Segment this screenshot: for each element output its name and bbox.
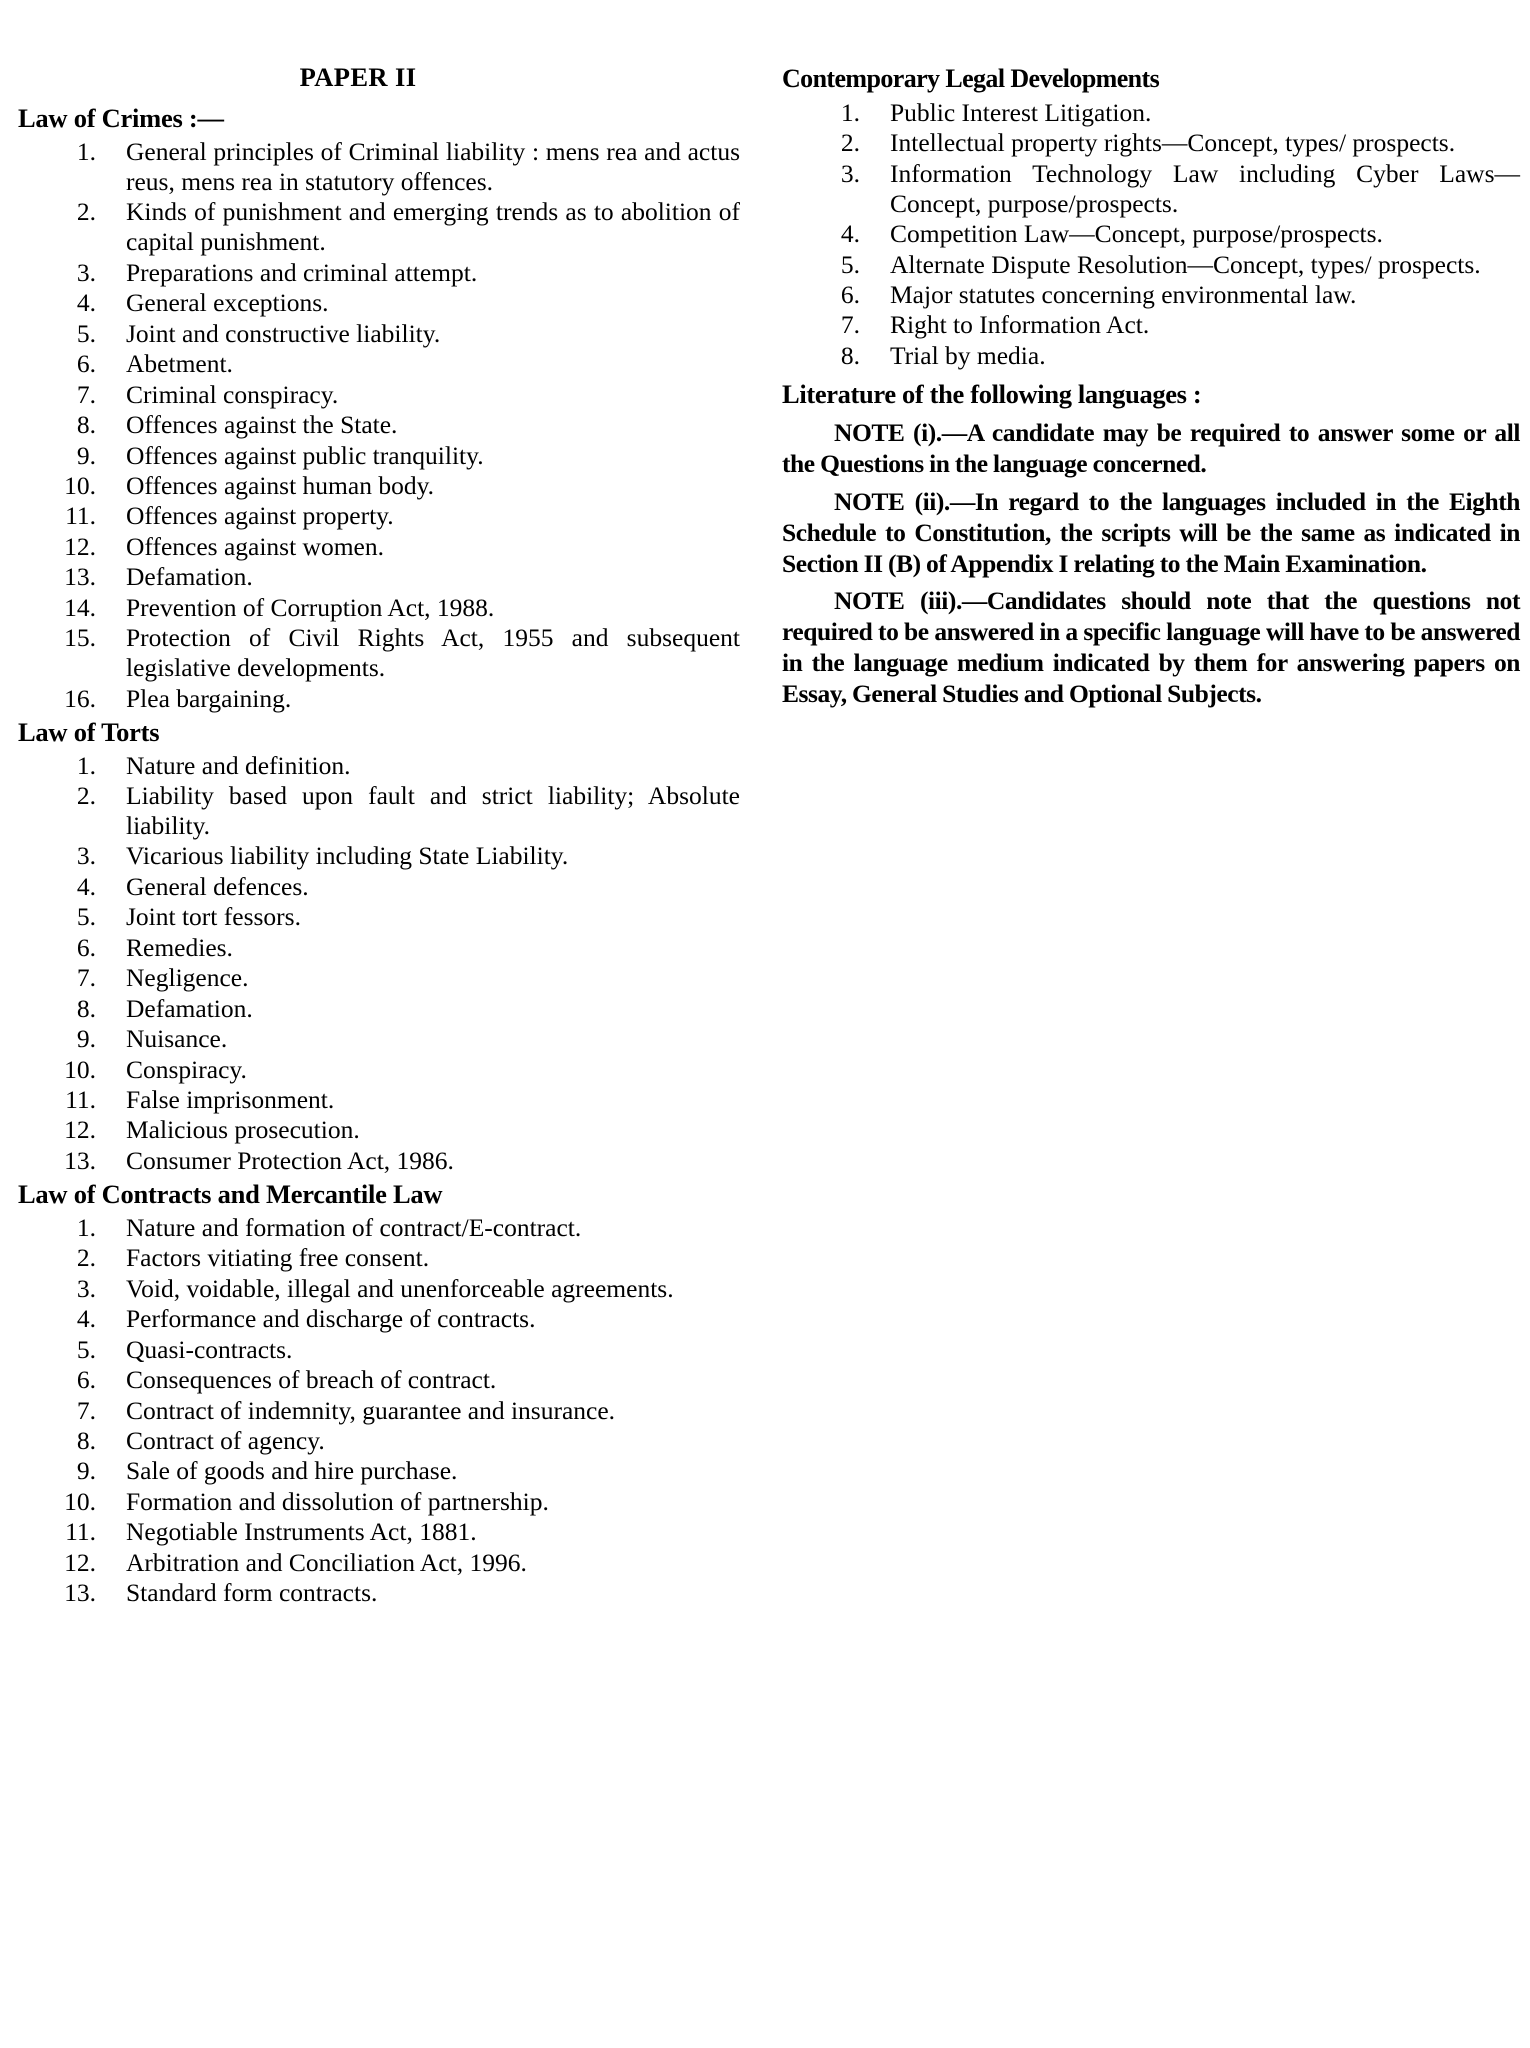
list-item bbox=[18, 349, 740, 379]
note-paragraph bbox=[782, 417, 1520, 479]
list-item-label: Consequences of breach of contract. bbox=[126, 1365, 497, 1395]
note-label: NOTE (iii).— bbox=[834, 585, 987, 615]
list-item bbox=[18, 562, 740, 592]
list-item-label: Joint and constructive liability. bbox=[126, 318, 441, 348]
list-item-label: Formation and dissolution of partnership. bbox=[126, 1486, 549, 1516]
list-item-label: Right to Information Act. bbox=[890, 310, 1150, 340]
note-text: A candidate may be required to answer some or all the Questions in the language concerned. bbox=[782, 418, 1520, 479]
list-item-number: 12. bbox=[64, 1115, 96, 1145]
list-item-number: 10. bbox=[64, 1486, 96, 1516]
list-item bbox=[18, 288, 740, 318]
list-item-label: General exceptions. bbox=[126, 288, 329, 318]
section-item-list bbox=[18, 1213, 740, 1608]
list-item-label: Performance and discharge of contracts. bbox=[126, 1304, 536, 1334]
list-item bbox=[18, 593, 740, 623]
list-item bbox=[782, 280, 1520, 310]
list-item-label: Offences against the State. bbox=[126, 410, 398, 440]
list-item-label: Contract of indemnity, guarantee and insurance. bbox=[126, 1395, 616, 1425]
list-item-number: 7. bbox=[76, 379, 96, 409]
list-item-label: Nature and formation of contract/E-contract. bbox=[126, 1212, 582, 1242]
list-item-number: 5. bbox=[76, 902, 96, 932]
list-item-number: 2. bbox=[76, 1243, 96, 1273]
list-item bbox=[18, 1243, 740, 1273]
list-item bbox=[18, 1055, 740, 1085]
list-item-number: 2. bbox=[840, 128, 860, 158]
list-item-number: 1. bbox=[76, 1212, 96, 1242]
list-item bbox=[18, 1085, 740, 1115]
list-item-number: 13. bbox=[64, 562, 96, 592]
list-item bbox=[18, 441, 740, 471]
list-item-number: 10. bbox=[64, 1054, 96, 1084]
list-item-label: Standard form contracts. bbox=[126, 1578, 378, 1608]
section-heading-literature-of-languages: Literature of the following languages : bbox=[782, 378, 1202, 409]
list-item-label: Major statutes concerning environmental law. bbox=[890, 280, 1357, 310]
list-item-number: 11. bbox=[65, 1085, 96, 1115]
list-item bbox=[18, 963, 740, 993]
list-item-number: 8. bbox=[76, 1426, 96, 1456]
note-text: Candidates should note that the questions not required to be answered in a specific language will have to be answered in the language medium indicated by them for answering papers on Essay, General Studies and Optional Subjects. bbox=[782, 585, 1520, 709]
list-item bbox=[18, 532, 740, 562]
note-text: In regard to the languages included in the Eighth Schedule to Constitution, the scripts will be the same as indicated in Section II (B) of Appendix I relating to the Main Examination. bbox=[782, 486, 1520, 578]
list-item-label: Abetment. bbox=[126, 349, 233, 379]
list-item-label: Negligence. bbox=[126, 963, 249, 993]
list-item-label: Offences against public tranquility. bbox=[126, 440, 484, 470]
list-item bbox=[18, 751, 740, 781]
list-item-label: Nuisance. bbox=[126, 1024, 228, 1054]
list-item-label: Conspiracy. bbox=[126, 1054, 247, 1084]
list-item bbox=[18, 1146, 740, 1176]
list-item bbox=[18, 1426, 740, 1456]
list-item bbox=[18, 1456, 740, 1486]
list-item bbox=[18, 1274, 740, 1304]
list-item bbox=[18, 410, 740, 440]
list-item-number: 5. bbox=[76, 1334, 96, 1364]
list-item-label: Remedies. bbox=[126, 932, 233, 962]
list-item-number: 4. bbox=[76, 1304, 96, 1334]
list-item-number: 6. bbox=[76, 1365, 96, 1395]
list-item-number: 8. bbox=[76, 410, 96, 440]
list-item bbox=[18, 197, 740, 257]
list-item bbox=[782, 159, 1520, 219]
section-item-list bbox=[18, 751, 740, 1176]
list-item-number: 1. bbox=[76, 136, 96, 166]
list-item-label: Intellectual property rights—Concept, types/ prospects. bbox=[890, 128, 1456, 158]
left-sections-container bbox=[18, 101, 740, 1608]
list-item-label: Quasi-contracts. bbox=[126, 1334, 293, 1364]
list-item-label: Offences against property. bbox=[126, 501, 394, 531]
list-item-number: 5. bbox=[76, 318, 96, 348]
list-item-label: Trial by media. bbox=[890, 340, 1046, 370]
list-item-number: 7. bbox=[840, 310, 860, 340]
list-item-number: 7. bbox=[76, 1395, 96, 1425]
list-item-number: 14. bbox=[64, 592, 96, 622]
list-item bbox=[18, 258, 740, 288]
list-item-number: 2. bbox=[76, 197, 96, 227]
list-item bbox=[782, 128, 1520, 158]
list-item-label: Criminal conspiracy. bbox=[126, 379, 339, 409]
list-item bbox=[18, 1548, 740, 1578]
list-item bbox=[18, 1213, 740, 1243]
list-item bbox=[18, 841, 740, 871]
list-item-label: Joint tort fessors. bbox=[126, 902, 301, 932]
list-item-label: Defamation. bbox=[126, 993, 253, 1023]
list-item-number: 10. bbox=[64, 470, 96, 500]
section-heading: Law of Crimes :— bbox=[18, 103, 224, 133]
list-item bbox=[18, 1517, 740, 1547]
list-item-number: 9. bbox=[76, 1456, 96, 1486]
list-item-label: Plea bargaining. bbox=[126, 683, 292, 713]
list-item-number: 12. bbox=[64, 531, 96, 561]
list-item-number: 4. bbox=[840, 219, 860, 249]
list-item-label: General defences. bbox=[126, 871, 309, 901]
list-item bbox=[18, 1335, 740, 1365]
list-item-label: Protection of Civil Rights Act, 1955 and subsequent legislative developments. bbox=[126, 623, 740, 683]
list-item-label: Consumer Protection Act, 1986. bbox=[126, 1145, 454, 1175]
list-item-label: Nature and definition. bbox=[126, 750, 351, 780]
list-item-number: 9. bbox=[76, 440, 96, 470]
list-item-label: Offences against human body. bbox=[126, 470, 435, 500]
list-item-label: Factors vitiating free consent. bbox=[126, 1243, 430, 1273]
list-item bbox=[18, 1024, 740, 1054]
list-item-label: Offences against women. bbox=[126, 531, 384, 561]
list-item-label: Prevention of Corruption Act, 1988. bbox=[126, 592, 495, 622]
list-item-label: Preparations and criminal attempt. bbox=[126, 257, 478, 287]
list-item bbox=[18, 1365, 740, 1395]
list-item-number: 13. bbox=[64, 1145, 96, 1175]
list-item-number: 6. bbox=[840, 280, 860, 310]
list-item-label: Contract of agency. bbox=[126, 1426, 325, 1456]
list-item-number: 13. bbox=[64, 1578, 96, 1608]
list-item-number: 1. bbox=[840, 97, 860, 127]
list-item-number: 11. bbox=[65, 501, 96, 531]
list-item bbox=[18, 781, 740, 841]
list-item-number: 4. bbox=[76, 288, 96, 318]
list-item-label: Arbitration and Conciliation Act, 1996. bbox=[126, 1547, 527, 1577]
list-item-number: 16. bbox=[64, 683, 96, 713]
list-item-label: Vicarious liability including State Liability. bbox=[126, 841, 569, 871]
list-item-label: Void, voidable, illegal and unenforceable agreements. bbox=[126, 1273, 674, 1303]
list-item bbox=[18, 994, 740, 1024]
list-item bbox=[18, 1396, 740, 1426]
list-item-label: Sale of goods and hire purchase. bbox=[126, 1456, 458, 1486]
list-item-number: 3. bbox=[76, 841, 96, 871]
page-title: PAPER II bbox=[299, 62, 417, 92]
contemporary-legal-developments-list bbox=[782, 98, 1520, 371]
list-item-number: 4. bbox=[76, 871, 96, 901]
list-item-number: 15. bbox=[64, 623, 96, 653]
note-label: NOTE (ii).— bbox=[834, 486, 975, 516]
section-heading: Law of Torts bbox=[18, 716, 160, 747]
list-item-number: 1. bbox=[76, 750, 96, 780]
list-item-label: Liability based upon fault and strict liability; Absolute liability. bbox=[126, 781, 740, 840]
list-item bbox=[18, 1578, 740, 1608]
list-item-number: 5. bbox=[840, 249, 860, 279]
list-item bbox=[18, 380, 740, 410]
left-column bbox=[0, 62, 762, 1609]
list-item-number: 11. bbox=[65, 1517, 96, 1547]
list-item-number: 6. bbox=[76, 932, 96, 962]
list-item-label: Kinds of punishment and emerging trends as to abolition of capital punishment. bbox=[126, 197, 740, 257]
list-item bbox=[18, 319, 740, 349]
note-label: NOTE (i).— bbox=[834, 418, 967, 448]
list-item-number: 7. bbox=[76, 963, 96, 993]
section-heading-contemporary-legal-developments: Contemporary Legal Developments bbox=[782, 64, 1160, 93]
list-item-label: Negotiable Instruments Act, 1881. bbox=[126, 1517, 477, 1547]
list-item bbox=[18, 1304, 740, 1334]
right-column bbox=[762, 62, 1530, 709]
list-item-number: 12. bbox=[64, 1547, 96, 1577]
list-item-number: 2. bbox=[76, 781, 96, 810]
list-item-label: Alternate Dispute Resolution—Concept, types/ prospects. bbox=[890, 249, 1481, 279]
list-item bbox=[782, 219, 1520, 249]
note-paragraph bbox=[782, 486, 1520, 579]
list-item bbox=[18, 1487, 740, 1517]
list-item-number: 9. bbox=[76, 1024, 96, 1054]
list-item bbox=[18, 872, 740, 902]
list-item bbox=[782, 341, 1520, 371]
list-item-number: 8. bbox=[76, 993, 96, 1023]
list-item-label: Information Technology Law including Cyber Laws—Concept, purpose/prospects. bbox=[890, 158, 1520, 218]
list-item bbox=[18, 137, 740, 197]
list-item bbox=[782, 98, 1520, 128]
list-item-label: False imprisonment. bbox=[126, 1085, 335, 1115]
list-item-label: General principles of Criminal liability : mens rea and actus reus, mens rea in statutory offences. bbox=[126, 136, 740, 196]
notes-container bbox=[782, 417, 1520, 709]
list-item-number: 3. bbox=[76, 257, 96, 287]
list-item bbox=[18, 684, 740, 714]
list-item bbox=[18, 933, 740, 963]
list-item-label: Malicious prosecution. bbox=[126, 1115, 360, 1145]
list-item-label: Defamation. bbox=[126, 562, 253, 592]
list-item-number: 6. bbox=[76, 349, 96, 379]
list-item bbox=[18, 501, 740, 531]
list-item bbox=[18, 471, 740, 501]
section-item-list bbox=[18, 137, 740, 714]
list-item bbox=[18, 623, 740, 683]
list-item-number: 3. bbox=[840, 158, 860, 188]
list-item-number: 3. bbox=[76, 1273, 96, 1303]
list-item bbox=[782, 250, 1520, 280]
list-item bbox=[782, 310, 1520, 340]
list-item bbox=[18, 1115, 740, 1145]
note-paragraph bbox=[782, 585, 1520, 709]
list-item bbox=[18, 902, 740, 932]
list-item-number: 8. bbox=[840, 340, 860, 370]
section-heading: Law of Contracts and Mercantile Law bbox=[18, 1178, 443, 1209]
list-item-label: Public Interest Litigation. bbox=[890, 97, 1152, 127]
list-item-label: Competition Law—Concept, purpose/prospects. bbox=[890, 219, 1383, 249]
